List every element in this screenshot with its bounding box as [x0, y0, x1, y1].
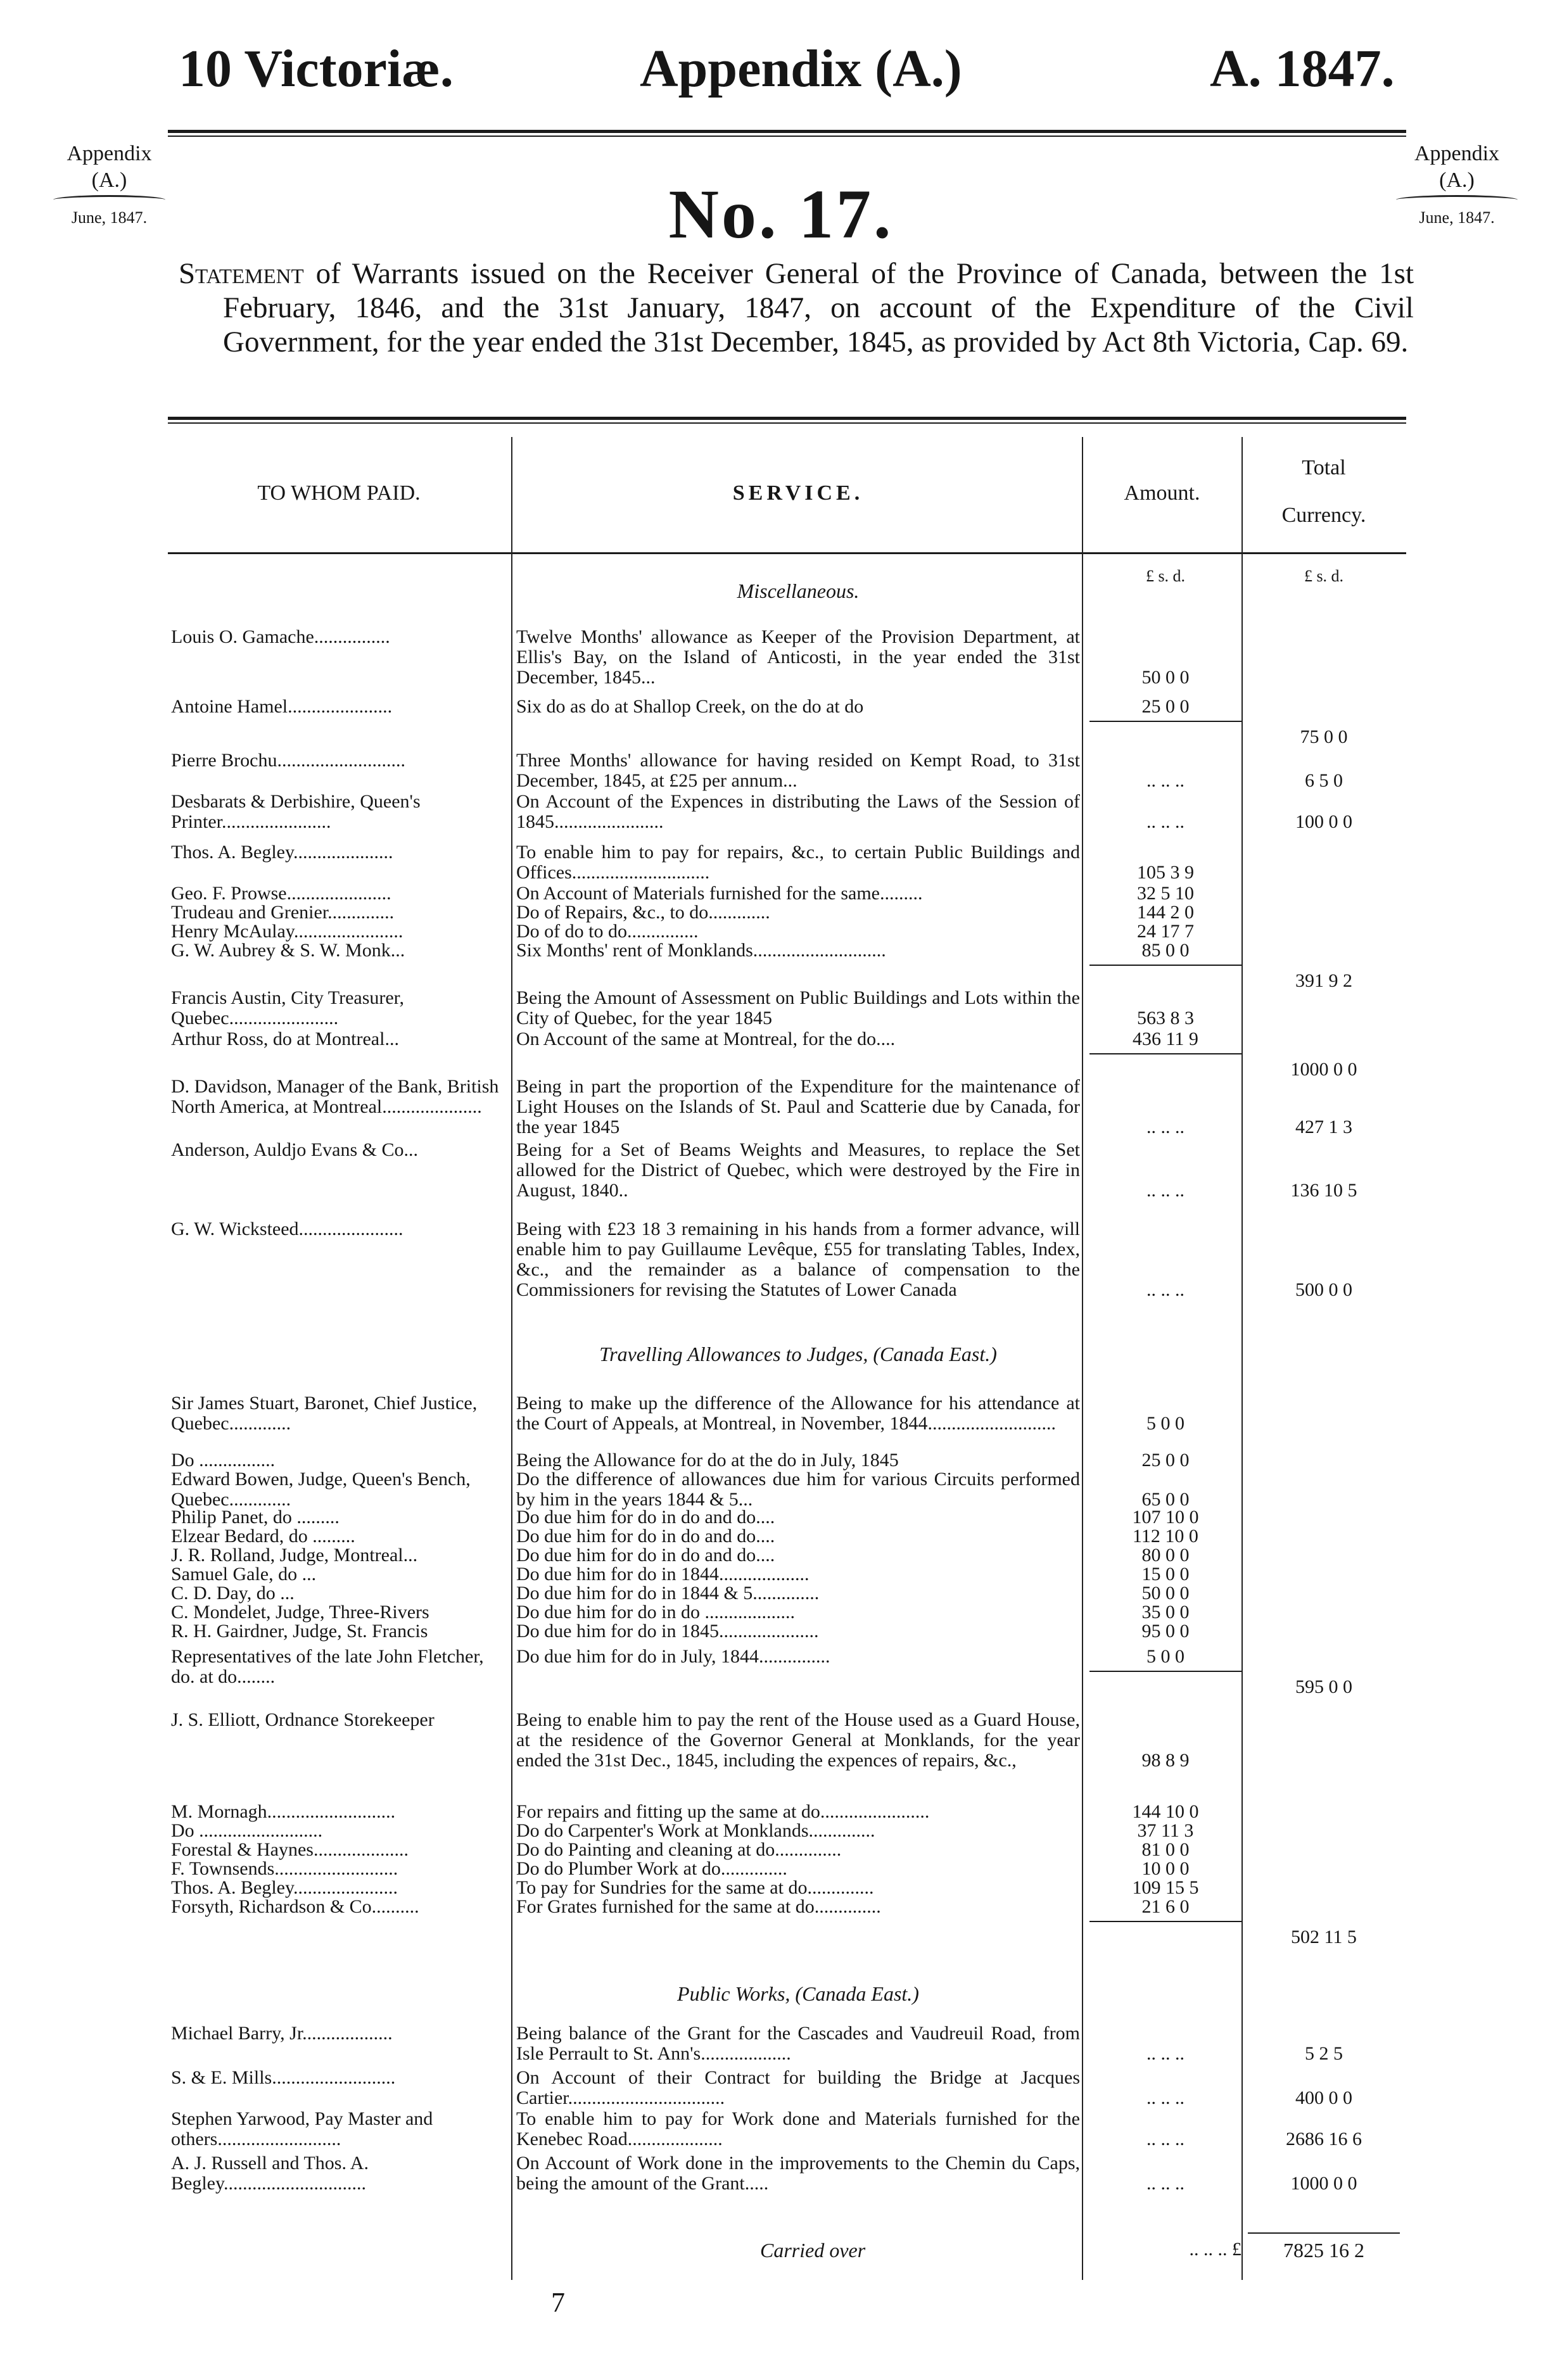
row-amount: 32 5 10 — [1137, 883, 1194, 904]
right-appendix-label: Appendix — [1414, 142, 1500, 165]
row-payee: Do ................ — [171, 1450, 276, 1471]
header-rule-thin — [168, 136, 1406, 137]
carried-over-dots: .. .. .. £ — [1189, 2239, 1241, 2260]
subtotal-rule — [1089, 721, 1241, 722]
row-service: On Account of the Expences in distributing the Laws of the Session of 1845....................... — [516, 791, 1080, 832]
left-appendix-sub: (A.) — [91, 168, 127, 192]
left-appendix-label: Appendix — [67, 142, 152, 165]
row-total: 5 2 5 — [1305, 2043, 1343, 2064]
row-payee: G. W. Aubrey & S. W. Monk... — [171, 940, 405, 961]
row-amount: 25 0 0 — [1141, 1450, 1190, 1471]
row-total: 502 11 5 — [1291, 1927, 1357, 1947]
row-service: On Account of the same at Montreal, for the do.... — [516, 1029, 896, 1049]
row-service: On Account of Materials furnished for the same......... — [516, 883, 923, 904]
right-appendix-sub: (A.) — [1439, 168, 1475, 192]
page-number: 7 — [551, 2287, 565, 2318]
row-total: 595 0 0 — [1295, 1676, 1352, 1697]
row-total: 2686 16 6 — [1286, 2129, 1362, 2149]
table-top-rule-thin — [168, 422, 1406, 424]
row-amount: 144 2 0 — [1137, 902, 1194, 923]
row-amount: 563 8 3 — [1137, 1008, 1194, 1029]
column-header-rule — [168, 552, 1406, 554]
row-payee: Forsyth, Richardson & Co.......... — [171, 1896, 419, 1917]
row-amount: 5 0 0 — [1146, 1413, 1184, 1434]
row-amount: 112 10 0 — [1133, 1526, 1198, 1547]
col-header-total: Total — [1302, 456, 1346, 479]
row-service: Do the difference of allowances due him for various Circuits performed by him in the years 1844 & 5... — [516, 1469, 1080, 1510]
col-header-amount: Amount. — [1124, 481, 1200, 505]
row-amount: 10 0 0 — [1141, 1858, 1190, 1879]
row-service: Three Months' allowance for having resided on Kempt Road, to 31st December, 1845, at £25 per annum... — [516, 750, 1080, 791]
subtotal-rule — [1089, 965, 1241, 966]
row-payee: Anderson, Auldjo Evans & Co... — [171, 1139, 418, 1160]
row-payee: Louis O. Gamache................ — [171, 626, 390, 647]
statement-paragraph — [179, 256, 1414, 359]
row-service: Do do Carpenter's Work at Monklands.............. — [516, 1820, 875, 1841]
row-payee: J. R. Rolland, Judge, Montreal... — [171, 1545, 418, 1566]
subtotal-rule — [1089, 1671, 1241, 1672]
col-header-currency: Currency. — [1281, 503, 1366, 527]
row-service: Do due him for do in 1845..................... — [516, 1621, 819, 1642]
row-service: For Grates furnished for the same at do.............. — [516, 1896, 881, 1917]
row-total: 400 0 0 — [1295, 2087, 1352, 2108]
row-service: Being with £23 18 3 remaining in his hands from a former advance, will enable him to pay Guillaume Levêque, £55 for translating Tables, Index, &c., and the remainder as a balance of compensation to the Commissioners for revising the Statutes of Lower Canada — [516, 1218, 1080, 1300]
row-payee: Do .......................... — [171, 1820, 323, 1841]
header-right: A. 1847. — [1210, 39, 1395, 98]
row-total: 6 5 0 — [1305, 770, 1343, 791]
row-amount: 436 11 9 — [1133, 1029, 1198, 1049]
row-payee: M. Mornagh........................... — [171, 1801, 396, 1822]
row-payee: Thos. A. Begley...................... — [171, 1877, 398, 1898]
row-payee: S. & E. Mills.......................... — [171, 2067, 396, 2088]
amount-units: £ s. d. — [1145, 567, 1186, 585]
row-amount: 21 6 0 — [1141, 1896, 1190, 1917]
carried-over-rule — [1248, 2232, 1400, 2234]
row-service: Six Months' rent of Monklands............................ — [516, 940, 886, 961]
statement-text: of Warrants issued on the Receiver General of the Province of Canada, between the 1st February, 1846, and the 31st January, 1847, on account of the Expenditure of the Civil Government, for the year ended the 31st December, 1845, as provided by Act 8th Victoria, Cap. 69. — [223, 257, 1414, 358]
row-payee: Pierre Brochu........................... — [171, 750, 405, 771]
row-amount: 107 10 0 — [1132, 1507, 1199, 1528]
row-service: Do of do to do............... — [516, 921, 699, 942]
row-amount: .. .. .. — [1146, 2043, 1184, 2064]
row-total: 100 0 0 — [1295, 811, 1352, 832]
row-payee: G. W. Wicksteed...................... — [171, 1218, 403, 1239]
row-amount: 95 0 0 — [1141, 1621, 1190, 1642]
row-amount: .. .. .. — [1146, 1117, 1184, 1137]
row-service: Do due him for do in July, 1844............... — [516, 1646, 830, 1667]
statement-lead: Statement — [179, 257, 304, 290]
subtotal-rule — [1089, 1053, 1241, 1054]
row-service: Being balance of the Grant for the Cascades and Vaudreuil Road, from Isle Perrault to St. Ann's................... — [516, 2023, 1080, 2064]
row-payee: Elzear Bedard, do ......... — [171, 1526, 355, 1547]
row-amount: .. .. .. — [1146, 2129, 1184, 2149]
row-amount: 105 3 9 — [1137, 862, 1194, 883]
row-amount: 50 0 0 — [1141, 667, 1190, 688]
row-payee: Desbarats & Derbishire, Queen's Printer....................... — [171, 791, 421, 832]
row-service: Being the Amount of Assessment on Public Buildings and Lots within the City of Quebec, for the year 1845 — [516, 987, 1080, 1029]
row-payee: R. H. Gairdner, Judge, St. Francis — [171, 1621, 428, 1642]
row-service: To enable him to pay for Work done and Materials furnished for the Kenebec Road.................... — [516, 2108, 1080, 2149]
row-service: To enable him to pay for repairs, &c., to certain Public Buildings and Offices............................. — [516, 842, 1080, 883]
row-payee: F. Townsends.......................... — [171, 1858, 398, 1879]
row-total: 391 9 2 — [1295, 970, 1352, 991]
row-service: Twelve Months' allowance as Keeper of the Provision Department, at Ellis's Bay, on the Island of Anticosti, in the year ended the 31st December, 1845... — [516, 626, 1080, 688]
row-total: 1000 0 0 — [1290, 2173, 1357, 2194]
row-amount: 81 0 0 — [1141, 1839, 1190, 1860]
row-service: To pay for Sundries for the same at do.............. — [516, 1877, 874, 1898]
right-date-label: June, 1847. — [1419, 208, 1495, 227]
row-amount: 5 0 0 — [1146, 1646, 1184, 1667]
row-amount: 85 0 0 — [1141, 940, 1190, 961]
row-payee: Samuel Gale, do ... — [171, 1564, 317, 1585]
row-amount: 80 0 0 — [1141, 1545, 1190, 1566]
row-payee: C. D. Day, do ... — [171, 1583, 295, 1604]
total-units: £ s. d. — [1304, 567, 1344, 585]
row-service: Do due him for do in do ................... — [516, 1602, 795, 1623]
row-payee: Henry McAulay....................... — [171, 921, 403, 942]
row-amount: 15 0 0 — [1141, 1564, 1190, 1585]
row-payee: Antoine Hamel...................... — [171, 696, 393, 717]
row-service: Do do Painting and cleaning at do.............. — [516, 1839, 842, 1860]
row-service: Do due him for do in 1844 & 5.............. — [516, 1583, 820, 1604]
row-total: 75 0 0 — [1300, 726, 1348, 747]
row-service: Do due him for do in do and do.... — [516, 1526, 775, 1547]
carried-over-label: Carried over — [760, 2239, 866, 2262]
row-total: 136 10 5 — [1290, 1180, 1357, 1201]
header-double-rule — [168, 130, 1406, 133]
document-number: No. 17. — [668, 175, 894, 253]
row-service: Being the Allowance for do at the do in July, 1845 — [516, 1450, 899, 1471]
row-payee: Edward Bowen, Judge, Queen's Bench, Quebec............. — [171, 1469, 471, 1510]
row-payee: Representatives of the late John Fletcher, do. at do........ — [171, 1646, 484, 1687]
row-service: On Account of their Contract for building the Bridge at Jacques Cartier................................. — [516, 2067, 1080, 2108]
row-payee: J. S. Elliott, Ordnance Storekeeper — [171, 1709, 435, 1730]
column-divider-amount — [1082, 437, 1083, 2280]
row-amount: 37 11 3 — [1137, 1820, 1194, 1841]
row-amount: .. .. .. — [1146, 1180, 1184, 1201]
header-center: Appendix (A.) — [640, 39, 962, 98]
row-service: Being to enable him to pay the rent of the House used as a Guard House, at the residence of the Governor General at Monklands, for the year ended the 31st Dec., 1845, including the expences of repairs, &c., — [516, 1709, 1080, 1771]
row-payee: Trudeau and Grenier.............. — [171, 902, 395, 923]
row-payee: Arthur Ross, do at Montreal... — [171, 1029, 399, 1049]
section-public-works: Public Works, (Canada East.) — [677, 1982, 919, 2005]
row-amount: 35 0 0 — [1141, 1602, 1190, 1623]
row-payee: Sir James Stuart, Baronet, Chief Justice, Quebec............. — [171, 1393, 478, 1434]
row-service: Do of Repairs, &c., to do............. — [516, 902, 770, 923]
row-amount: 25 0 0 — [1141, 696, 1190, 717]
table-top-rule — [168, 417, 1406, 420]
header-left: 10 Victoriæ. — [179, 39, 454, 98]
row-amount: .. .. .. — [1146, 2173, 1184, 2194]
column-divider-service — [511, 437, 512, 2280]
row-total: 500 0 0 — [1295, 1279, 1352, 1300]
row-payee: Michael Barry, Jr................... — [171, 2023, 393, 2044]
row-payee: A. J. Russell and Thos. A. Begley.............................. — [171, 2153, 369, 2194]
row-amount: .. .. .. — [1146, 770, 1184, 791]
row-amount: 98 8 9 — [1141, 1750, 1190, 1771]
row-service: Do do Plumber Work at do.............. — [516, 1858, 787, 1879]
row-payee: Forestal & Haynes.................... — [171, 1839, 409, 1860]
section-miscellaneous: Miscellaneous. — [737, 579, 860, 602]
row-amount: .. .. .. — [1146, 811, 1184, 832]
row-amount: 109 15 5 — [1132, 1877, 1199, 1898]
row-service: Six do as do at Shallop Creek, on the do at do — [516, 696, 864, 717]
subtotal-rule — [1089, 1921, 1241, 1922]
row-payee: D. Davidson, Manager of the Bank, British North America, at Montreal..................... — [171, 1076, 499, 1117]
carried-over-total: 7825 16 2 — [1283, 2239, 1364, 2262]
col-header-service: SERVICE. — [732, 481, 864, 505]
row-service: Being to make up the difference of the Allowance for his attendance at the Court of Appeals, at Montreal, in November, 1844........................... — [516, 1393, 1080, 1434]
row-payee: C. Mondelet, Judge, Three-Rivers — [171, 1602, 429, 1623]
row-total: 1000 0 0 — [1290, 1059, 1357, 1080]
row-payee: Philip Panet, do ......... — [171, 1507, 340, 1528]
row-service: Being in part the proportion of the Expenditure for the maintenance of Light Houses on the Islands of St. Paul and Scatterie due by Canada, for the year 1845 — [516, 1076, 1080, 1137]
col-header-to-whom: TO WHOM PAID. — [257, 481, 421, 505]
row-payee: Geo. F. Prowse...................... — [171, 883, 391, 904]
row-service: Do due him for do in do and do.... — [516, 1507, 775, 1528]
column-divider-total — [1241, 437, 1243, 2280]
row-service: For repairs and fitting up the same at do....................... — [516, 1801, 930, 1822]
row-amount: .. .. .. — [1146, 1279, 1184, 1300]
row-service: Do due him for do in do and do.... — [516, 1545, 775, 1566]
row-payee: Thos. A. Begley..................... — [171, 842, 393, 863]
row-service: On Account of Work done in the improvements to the Chemin du Caps, being the amount of the Grant..... — [516, 2153, 1080, 2194]
row-payee: Francis Austin, City Treasurer, Quebec....................... — [171, 987, 404, 1029]
row-service: Do due him for do in 1844................... — [516, 1564, 810, 1585]
row-service: Being for a Set of Beams Weights and Measures, to replace the Set allowed for the District of Quebec, which were destroyed by the Fire in August, 1840.. — [516, 1139, 1080, 1201]
left-date-label: June, 1847. — [71, 208, 148, 227]
section-travelling-allowances: Travelling Allowances to Judges, (Canada East.) — [599, 1343, 997, 1365]
row-amount: 24 17 7 — [1137, 921, 1194, 942]
row-amount: 144 10 0 — [1132, 1801, 1199, 1822]
row-amount: 50 0 0 — [1141, 1583, 1190, 1604]
row-payee: Stephen Yarwood, Pay Master and others.......................... — [171, 2108, 433, 2149]
row-amount: .. .. .. — [1146, 2087, 1184, 2108]
row-amount: 65 0 0 — [1141, 1489, 1190, 1510]
row-total: 427 1 3 — [1295, 1117, 1352, 1137]
